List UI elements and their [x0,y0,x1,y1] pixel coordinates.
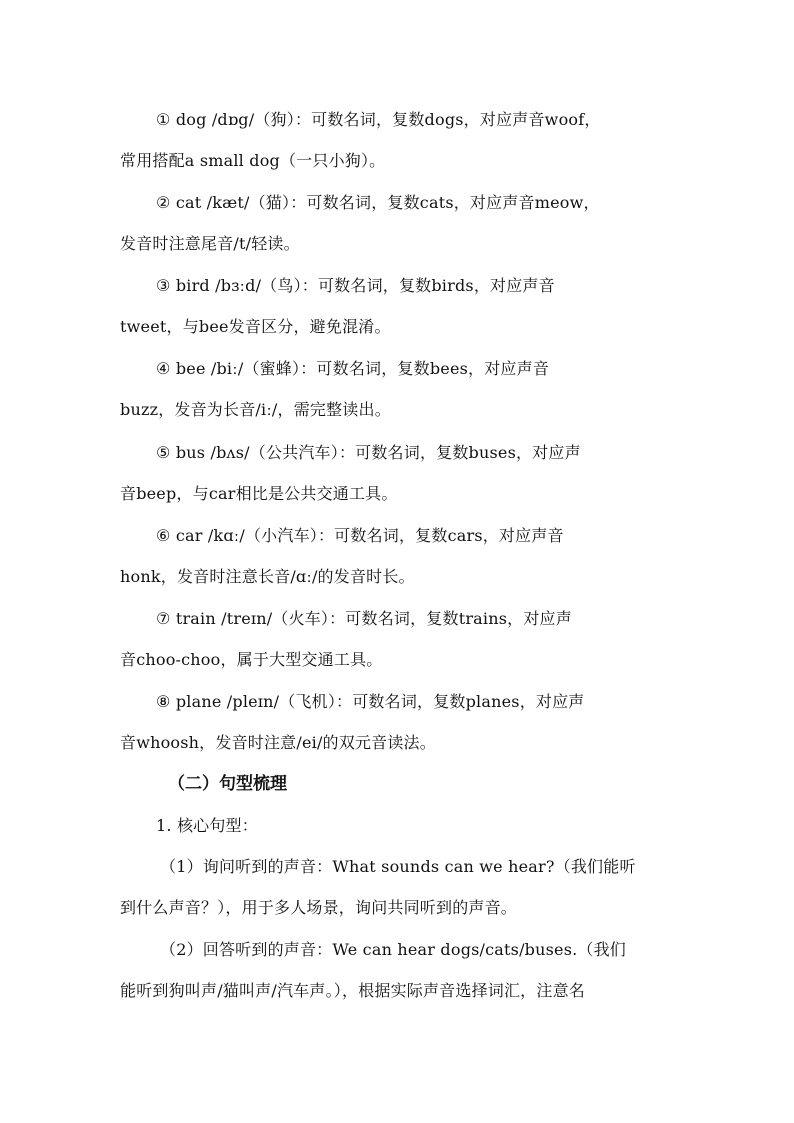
section-title-sentence-patterns: （二）句型梳理 [168,774,287,794]
vocab-item-plane-line-2: 音whoosh，发音时注意/ei/的双元音读法。 [120,733,436,752]
vocab-item-car-line-1: ⑥ car /kɑː/（小汽车）：可数名词，复数cars，对应声音 [156,526,564,545]
sentence-answer-line-2: 能听到狗叫声/猫叫声/汽车声。），根据实际声音选择词汇，注意名 [120,981,585,1000]
sentence-ask-line-2: 到什么声音？），用于多人场景，询问共同听到的声音。 [120,898,518,917]
vocab-item-train-line-2: 音choo-choo，属于大型交通工具。 [120,650,383,669]
vocab-item-bus-line-2: 音beep，与car相比是公共交通工具。 [120,484,398,503]
sentence-answer-line-1: （2）回答听到的声音：We can hear dogs/cats/buses.（我们 [160,940,626,959]
vocab-item-cat-line-1: ② cat /kæt/（猫）：可数名词，复数cats，对应声音meow， [156,193,600,212]
sentence-ask-line-1: （1）询问听到的声音：What sounds can we hear?（我们能听 [160,857,636,876]
vocab-item-bird-line-1: ③ bird /bɜːd/（鸟）：可数名词，复数birds，对应声音 [156,276,555,295]
vocab-item-bird-line-2: tweet，与bee发音区分，避免混淆。 [120,317,391,336]
vocab-item-train-line-1: ⑦ train /treɪn/（火车）：可数名词，复数trains，对应声 [156,609,572,628]
vocab-item-plane-line-1: ⑧ plane /pleɪn/（飞机）：可数名词，复数planes，对应声 [156,692,585,711]
vocab-item-bus-line-1: ⑤ bus /bʌs/（公共汽车）：可数名词，复数buses，对应声 [156,443,581,462]
vocab-item-dog-line-2: 常用搭配a small dog（一只小狗）。 [120,151,386,170]
vocab-item-bee-line-1: ④ bee /biː/（蜜蜂）：可数名词，复数bees，对应声音 [156,359,550,378]
vocab-item-bee-line-2: buzz，发音为长音/iː/，需完整读出。 [120,400,391,419]
vocab-item-dog-line-1: ① dog /dɒg/（狗）：可数名词，复数dogs，对应声音woof， [156,110,601,129]
vocab-item-car-line-2: honk，发音时注意长音/ɑː/的发音时长。 [120,567,415,586]
core-sentence-title: 1. 核心句型： [156,816,258,835]
vocab-item-cat-line-2: 发音时注意尾音/t/轻读。 [120,234,300,253]
